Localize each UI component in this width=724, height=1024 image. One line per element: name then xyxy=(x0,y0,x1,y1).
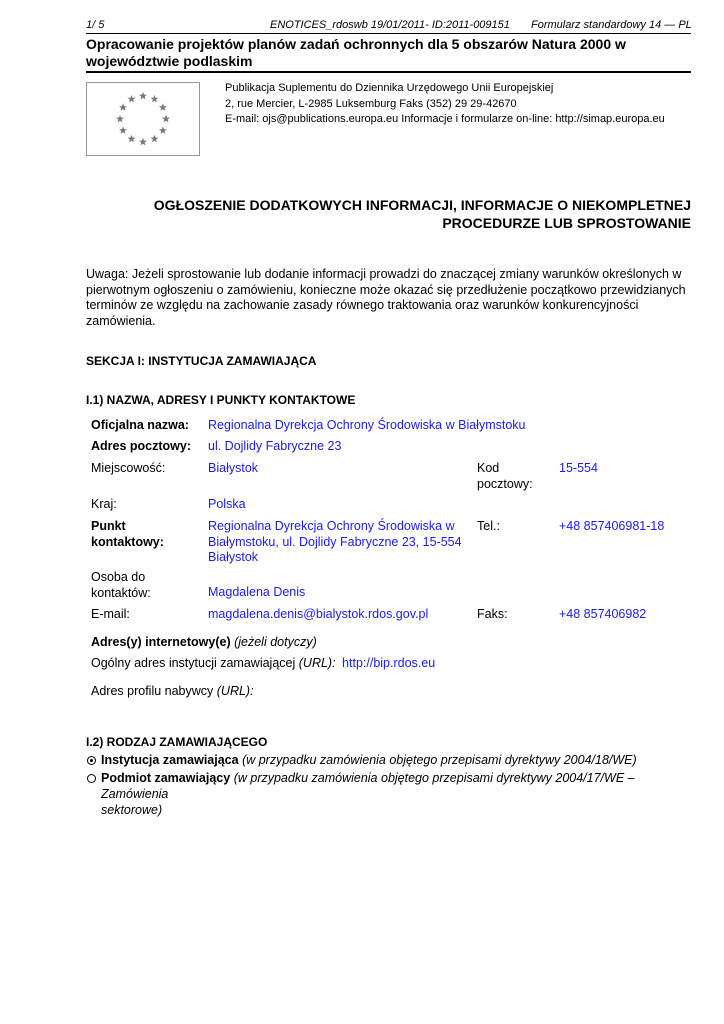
city-label: Miejscowość: xyxy=(91,461,166,475)
email-value[interactable]: magdalena.denis@bialystok.rdos.gov.pl xyxy=(208,607,429,621)
contact-person-label: Osoba do kontaktów: xyxy=(91,570,151,600)
fax-value: +48 857406982 xyxy=(559,607,647,621)
official-name-value: Regionalna Dyrekcja Ochrony Środowiska w Białymstoku xyxy=(208,418,526,432)
publication-contact: E-mail: ojs@publications.europa.eu Informacje i formularze on-line: http://simap.europa.eu xyxy=(225,113,665,125)
flag-star-icon xyxy=(159,103,167,111)
email-label: E-mail: xyxy=(91,607,130,621)
eu-flag-icon xyxy=(86,82,200,156)
contact-point-value: Regionalna Dyrekcja Ochrony Środowiska w Białymstoku, ul. Dojlidy Fabryczne 23, 15-554 Białystok xyxy=(208,519,462,564)
phone-label: Tel.: xyxy=(477,519,500,533)
notice-paragraph: Uwaga: Jeżeli sprostowanie lub dodanie informacji prowadzi do znaczącej zmiany warunków określonych w pierwotnym ogłoszeniu o zamówieniu, konieczne może okazać się przedłużenie początkowo przewidzianych terminów ze względu na zachowanie zasady równego traktowania oraz warunków konkurencyjności zamówienia. xyxy=(86,267,686,328)
notice-reference: ENOTICES_rdoswb 19/01/2011- ID:2011-009151 xyxy=(270,19,510,31)
address-value: ul. Dojlidy Fabryczne 23 xyxy=(208,439,342,453)
section-i1-heading: I.1) NAZWA, ADRESY I PUNKTY KONTAKTOWE xyxy=(86,393,356,407)
contact-point-label: Punkt kontaktowy: xyxy=(91,519,164,549)
section-i2-heading: I.2) RODZAJ ZAMAWIAJĄCEGO xyxy=(86,735,268,749)
form-name: Formularz standardowy 14 — PL xyxy=(531,19,692,31)
general-url-row: Ogólny adres instytucji zamawiającej (URL): http://bip.rdos.eu xyxy=(91,656,436,670)
city-value: Białystok xyxy=(208,461,259,475)
flag-star-icon xyxy=(116,115,124,123)
option-contracting-authority: Instytucja zamawiająca (w przypadku zamówienia objętego przepisami dyrektywy 2004/18/WE) xyxy=(101,753,637,767)
flag-star-icon xyxy=(128,135,136,143)
document-title: Opracowanie projektów planów zadań ochronnych dla 5 obszarów Natura 2000 w województwie podlaskim xyxy=(86,36,626,69)
header-divider xyxy=(86,33,691,34)
radio-contracting-authority[interactable] xyxy=(87,756,96,765)
page-number: 1/ 5 xyxy=(86,19,105,31)
publication-address: 2, rue Mercier, L-2985 Luksemburg Faks (352) 29 29-42670 xyxy=(225,98,517,110)
notice-type-title: OGŁOSZENIE DODATKOWYCH INFORMACJI, INFORMACJE O NIEKOMPLETNEJ PROCEDURZE LUB SPROSTOWANIE xyxy=(153,197,691,231)
buyer-profile-row: Adres profilu nabywcy (URL): xyxy=(91,684,254,698)
postal-code-label: Kod pocztowy: xyxy=(477,461,533,491)
flag-star-icon xyxy=(151,135,159,143)
flag-star-icon xyxy=(162,115,170,123)
flag-star-icon xyxy=(139,92,147,100)
fax-label: Faks: xyxy=(477,607,508,621)
phone-value: +48 857406981-18 xyxy=(559,519,665,533)
option-contracting-entity: Podmiot zamawiający (w przypadku zamówienia objętego przepisami dyrektywy 2004/17/WE – Zamówienia sektorowe) xyxy=(101,771,635,817)
radio-contracting-entity[interactable] xyxy=(87,774,96,783)
web-addresses-heading: Adres(y) internetowy(e) (jeżeli dotyczy) xyxy=(91,635,317,649)
publication-line-1: Publikacja Suplementu do Dziennika Urzędowego Unii Europejskiej xyxy=(225,82,554,94)
postal-code-value: 15-554 xyxy=(559,461,598,475)
address-label: Adres pocztowy: xyxy=(91,439,192,453)
country-label: Kraj: xyxy=(91,497,117,511)
flag-star-icon xyxy=(128,95,136,103)
flag-star-icon xyxy=(159,126,167,134)
title-divider xyxy=(86,71,691,73)
flag-star-icon xyxy=(151,95,159,103)
flag-star-icon xyxy=(119,126,127,134)
section-1-heading: SEKCJA I: INSTYTUCJA ZAMAWIAJĄCA xyxy=(86,354,317,368)
flag-star-icon xyxy=(119,103,127,111)
flag-star-icon xyxy=(139,138,147,146)
country-value: Polska xyxy=(208,497,246,511)
contact-person-value: Magdalena Denis xyxy=(208,585,306,599)
official-name-label: Oficjalna nazwa: xyxy=(91,418,189,432)
general-url-link[interactable]: http://bip.rdos.eu xyxy=(342,656,436,670)
